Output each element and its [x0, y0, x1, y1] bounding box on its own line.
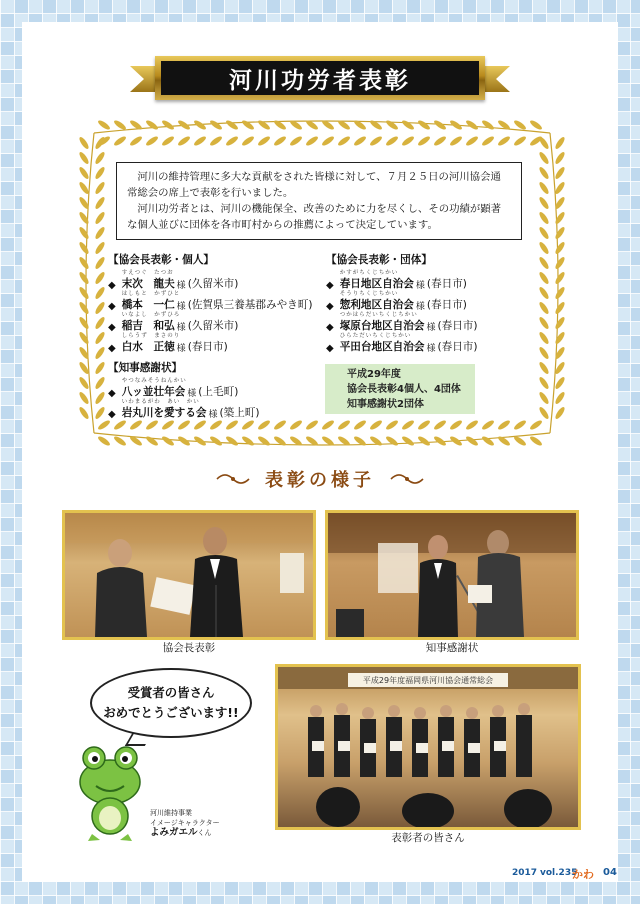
photo-caption: 表彰者の皆さん — [391, 832, 465, 844]
awardee-place: (佐賀県三養基郡みやき町) — [187, 299, 313, 311]
speech-line-1: 受賞者の皆さん — [127, 685, 215, 700]
summary-box — [325, 364, 475, 414]
governor-heading: 【知事感謝状】 — [108, 362, 183, 374]
summary-line: 協会長表彰4個人、4団体 — [347, 384, 461, 395]
awardee-place: (春日市) — [426, 278, 467, 290]
mascot-org: 河川維持事業 — [150, 809, 192, 817]
ruby-text: つかはらだいちくじちかい — [339, 312, 418, 318]
awardee-name: 平田台地区自治会 — [339, 341, 425, 353]
diamond-icon: ◆ — [108, 280, 116, 291]
awardee-name: 春日地区自治会 — [339, 278, 414, 290]
awardee-name: 末次 龍夫 — [121, 278, 175, 290]
title-banner — [155, 56, 485, 100]
ruby-text: すえつぐ たつお — [121, 270, 174, 276]
awardee-name: 白水 正徳 — [121, 341, 175, 353]
awardee-place: (春日市) — [426, 299, 467, 311]
event-sign: 平成29年度福岡県河川協会通常総会 — [362, 676, 494, 685]
ruby-text: しらうず まさのり — [121, 333, 181, 339]
governor-awards — [108, 360, 318, 420]
list-item: ◆ やつなみそうねんかい 八ッ並壮年会 様 (上毛町) — [108, 378, 239, 399]
diamond-icon: ◆ — [108, 322, 116, 333]
awardee-name: 稲吉 和弘 — [121, 320, 175, 332]
group-heading: 【協会長表彰・団体】 — [326, 254, 432, 266]
diamond-icon: ◆ — [108, 343, 116, 354]
ruby-text: やつなみそうねんかい — [121, 378, 187, 384]
awardee-place: (久留米市) — [187, 278, 239, 290]
speech-bubble — [90, 668, 252, 738]
list-item: ◆ いわまるがわ あい かい 岩丸川を愛する会 様 (築上町) — [108, 399, 260, 420]
list-item: ◆ つかはらだいちくじちかい 塚原台地区自治会 様 (春日市) — [326, 312, 478, 333]
intro-box — [116, 162, 522, 240]
ruby-text: いわまるがわ あい かい — [121, 399, 200, 405]
page-title: 河川功労者表彰 — [229, 67, 411, 94]
awardee-place: (春日市) — [437, 320, 478, 332]
list-item: ◆ すえつぐ たつお 末次 龍夫 様 (久留米市) — [108, 270, 239, 291]
awardee-name: 橋本 一仁 — [121, 299, 175, 311]
individual-heading: 【協会長表彰・個人】 — [108, 254, 214, 266]
photo-governor-award — [325, 510, 579, 640]
awardee-place: (春日市) — [437, 341, 478, 353]
ornament-left-icon — [215, 471, 251, 487]
diamond-icon: ◆ — [326, 301, 334, 312]
intro-paragraph-2: 河川功労者とは、河川の機能保全、改善のために力を尽くし、その功績が顕著な個人並びに団体を各市町村からの推薦によって決定しています。 — [127, 203, 502, 231]
ruby-text: かすがちくじちかい — [339, 270, 399, 276]
mascot-role: イメージキャラクター — [150, 819, 220, 827]
ruby-text: はしもと かずひと — [121, 291, 181, 297]
awardee-name: 惣利地区自治会 — [339, 299, 414, 311]
diamond-icon: ◆ — [326, 322, 334, 333]
list-item: ◆ そうりちくじちかい 惣利地区自治会 様 (春日市) — [326, 291, 467, 312]
diamond-icon: ◆ — [108, 409, 116, 420]
mascot-name: よみガエル — [150, 827, 198, 838]
footer-brand: かわ — [572, 868, 594, 881]
section-heading — [210, 464, 430, 494]
footer-year: 2017 — [512, 868, 538, 878]
photo-awardees-group — [275, 664, 581, 830]
footer-vol: vol.235 — [540, 868, 578, 878]
awardee-name: 塚原台地区自治会 — [339, 320, 425, 332]
photo-caption: 知事感謝状 — [425, 642, 479, 654]
mascot-label — [150, 808, 220, 838]
section-title: 表彰の様子 — [265, 470, 375, 491]
photo-chairman-award — [62, 510, 316, 640]
ruby-text: そうりちくじちかい — [339, 291, 399, 297]
summary-line: 知事感謝状2団体 — [347, 399, 424, 410]
awardee-place: (春日市) — [187, 341, 228, 353]
page-number: 04 — [603, 867, 617, 878]
list-item: ◆ かすがちくじちかい 春日地区自治会 様 (春日市) — [326, 270, 467, 291]
summary-line: 平成29年度 — [347, 369, 401, 380]
list-item: ◆ ひらただいちくじちかい 平田台地区自治会 様 (春日市) — [326, 333, 478, 354]
intro-paragraph-1: 河川の維持管理に多大な貢献をされた皆様に対して、７月２５日の河川協会通常総会の席上で表彰を行いました。 — [127, 171, 501, 199]
mascot-suffix: くん — [197, 829, 212, 837]
ornament-right-icon — [389, 471, 425, 487]
frog-mascot-icon — [70, 742, 152, 842]
speech-line-2: おめでとうございます!! — [103, 705, 239, 720]
photo-caption: 協会長表彰 — [162, 642, 216, 654]
ruby-text: いなよし かずひろ — [121, 312, 181, 318]
awardee-place: (久留米市) — [187, 320, 239, 332]
ruby-text: ひらただいちくじちかい — [339, 333, 412, 339]
awardee-name: 八ッ並壮年会 — [121, 386, 186, 398]
individual-awards — [108, 252, 318, 354]
list-item: ◆ しらうず まさのり 白水 正徳 様 (春日市) — [108, 333, 228, 354]
list-item: ◆ いなよし かずひろ 稲吉 和弘 様 (久留米市) — [108, 312, 239, 333]
diamond-icon: ◆ — [108, 388, 116, 399]
awardee-name: 岩丸川を愛する会 — [121, 407, 207, 419]
diamond-icon: ◆ — [326, 280, 334, 291]
diamond-icon: ◆ — [326, 343, 334, 354]
list-item: ◆ はしもと かずひと 橋本 一仁 様 (佐賀県三養基郡みやき町) — [108, 291, 313, 312]
awardee-place: (上毛町) — [198, 386, 239, 398]
awardee-place: (築上町) — [219, 407, 260, 419]
group-awards — [326, 252, 526, 354]
diamond-icon: ◆ — [108, 301, 116, 312]
